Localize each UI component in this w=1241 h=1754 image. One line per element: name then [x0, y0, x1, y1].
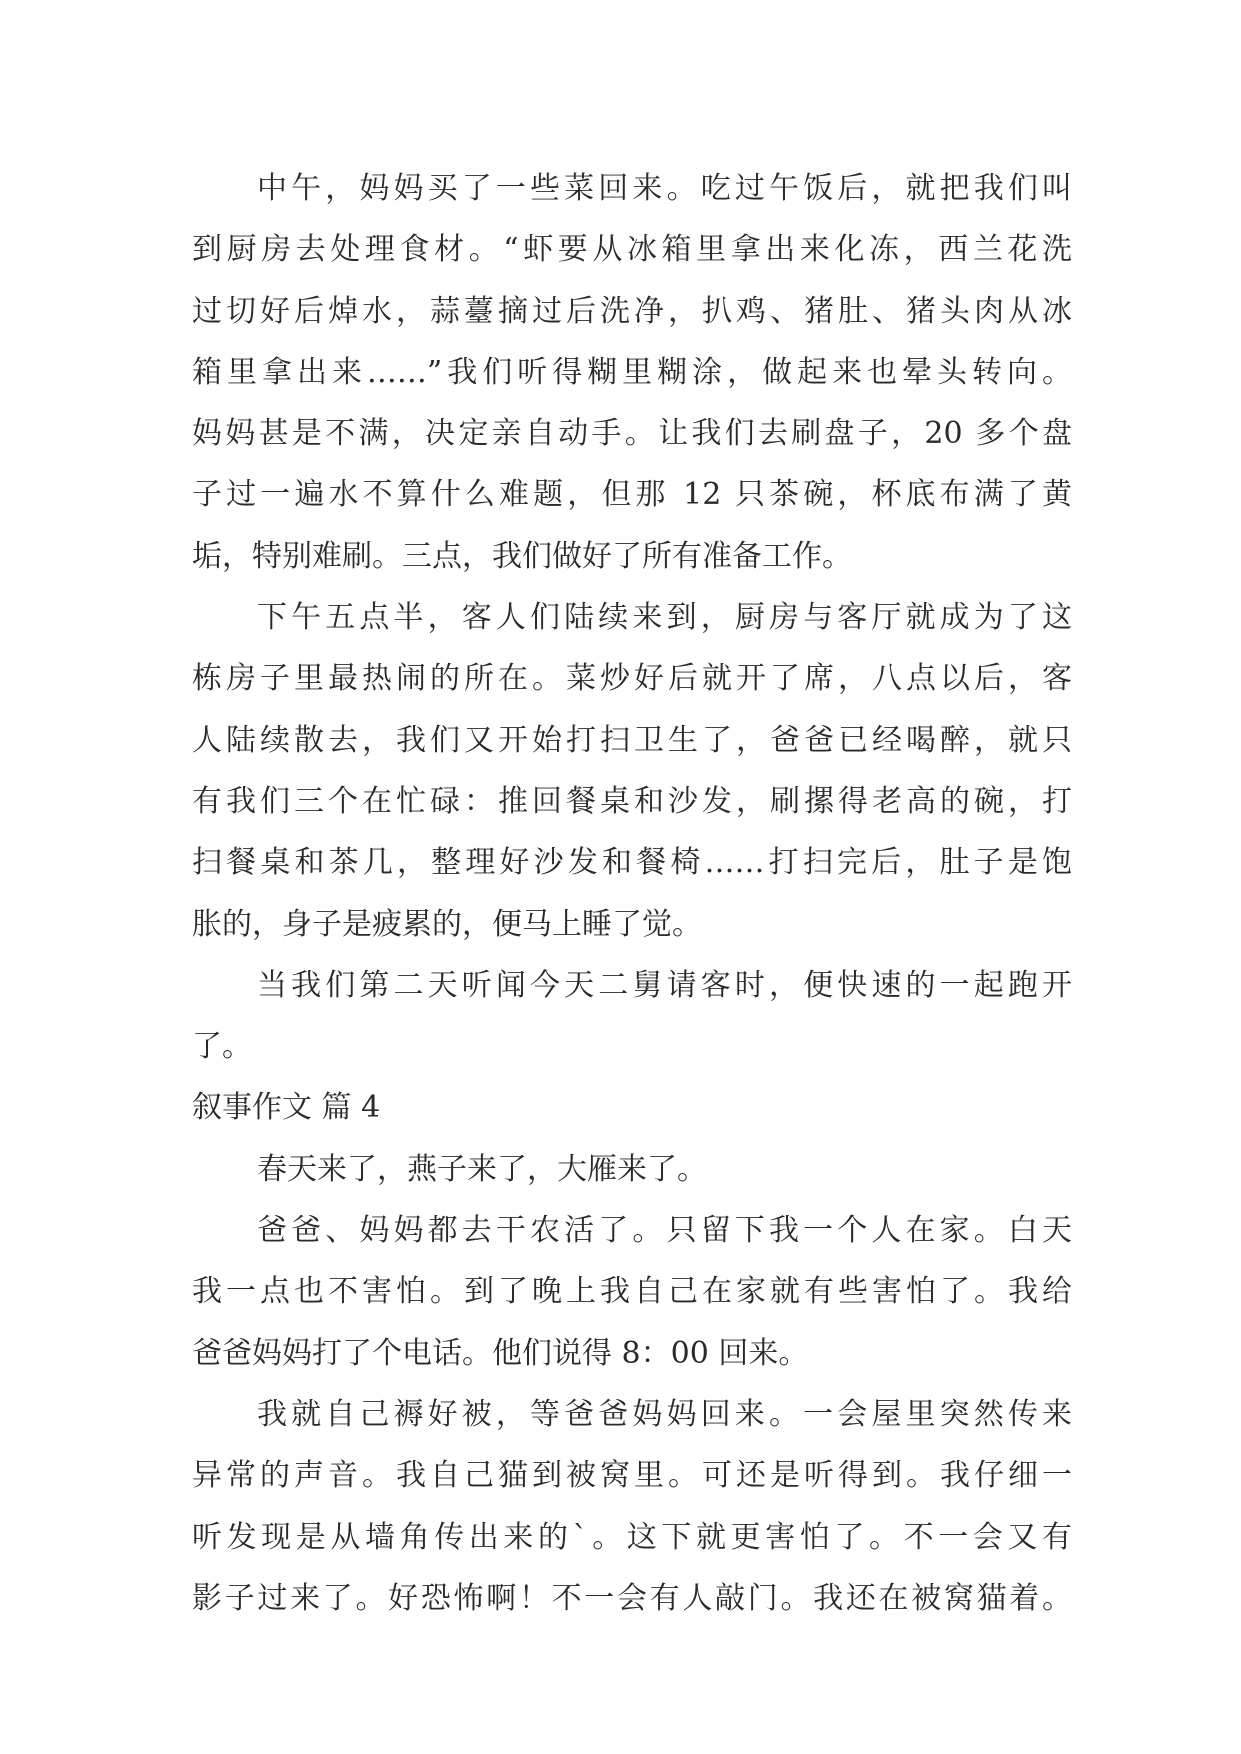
text-line: 过切好后焯水，蒜薹摘过后洗净，扒鸡、猪肚、猪头肉从冰 [192, 293, 1072, 329]
text-line: 子过一遍水不算什么难题，但那 12 只茶碗，杯底布满了黄 [192, 477, 1072, 513]
text-line: 有我们三个在忙碌：推回餐桌和沙发，刷摞得老高的碗，打 [192, 783, 1072, 819]
text-line: 爸爸、妈妈都去干农活了。只留下我一个人在家。白天 [257, 1213, 1072, 1249]
text-line: 箱里拿出来……”我们听得糊里糊涂，做起来也晕头转向。 [192, 354, 1072, 390]
text-line: 扫餐桌和茶几，整理好沙发和餐椅……打扫完后，肚子是饱 [192, 845, 1072, 881]
text-line: 胀的，身子是疲累的，便马上睡了觉。 [192, 906, 702, 942]
text-line: 下午五点半，客人们陆续来到，厨房与客厅就成为了这 [257, 600, 1072, 636]
text-line: 妈妈甚是不满，决定亲自动手。让我们去刷盘子，20 多个盘 [192, 416, 1072, 452]
text-line: 我一点也不害怕。到了晚上我自己在家就有些害怕了。我给 [192, 1274, 1072, 1310]
document-body [192, 158, 1072, 1629]
text-line: 爸爸妈妈打了个电话。他们说得 8：00 回来。 [192, 1335, 809, 1371]
text-line: 到厨房去处理食材。“虾要从冰箱里拿出来化冻，西兰花洗 [192, 232, 1072, 268]
text-line: 垢，特别难刷。三点，我们做好了所有准备工作。 [192, 538, 852, 574]
text-line: 中午，妈妈买了一些菜回来。吃过午饭后，就把我们叫 [257, 171, 1072, 206]
text-line: 影子过来了。好恐怖啊！不一会有人敲门。我还在被窝猫着。 [192, 1580, 1072, 1616]
section-heading: 叙事作文 篇 4 [192, 1090, 381, 1126]
text-line: 栋房子里最热闹的所在。菜炒好后就开了席，八点以后，客 [192, 661, 1072, 697]
text-line: 当我们第二天听闻今天二舅请客时，便快速的一起跑开 [257, 967, 1072, 1003]
text-line: 听发现是从墙角传出来的`。这下就更害怕了。不一会又有 [192, 1519, 1072, 1555]
text-line: 异常的声音。我自己猫到被窝里。可还是听得到。我仔细一 [192, 1458, 1072, 1494]
text-line: 春天来了，燕子来了，大雁来了。 [257, 1151, 707, 1187]
text-line: 人陆续散去，我们又开始打扫卫生了，爸爸已经喝醉，就只 [192, 722, 1072, 758]
text-line: 了。 [192, 1029, 252, 1065]
text-line: 我就自己褥好被，等爸爸妈妈回来。一会屋里突然传来 [257, 1396, 1072, 1432]
